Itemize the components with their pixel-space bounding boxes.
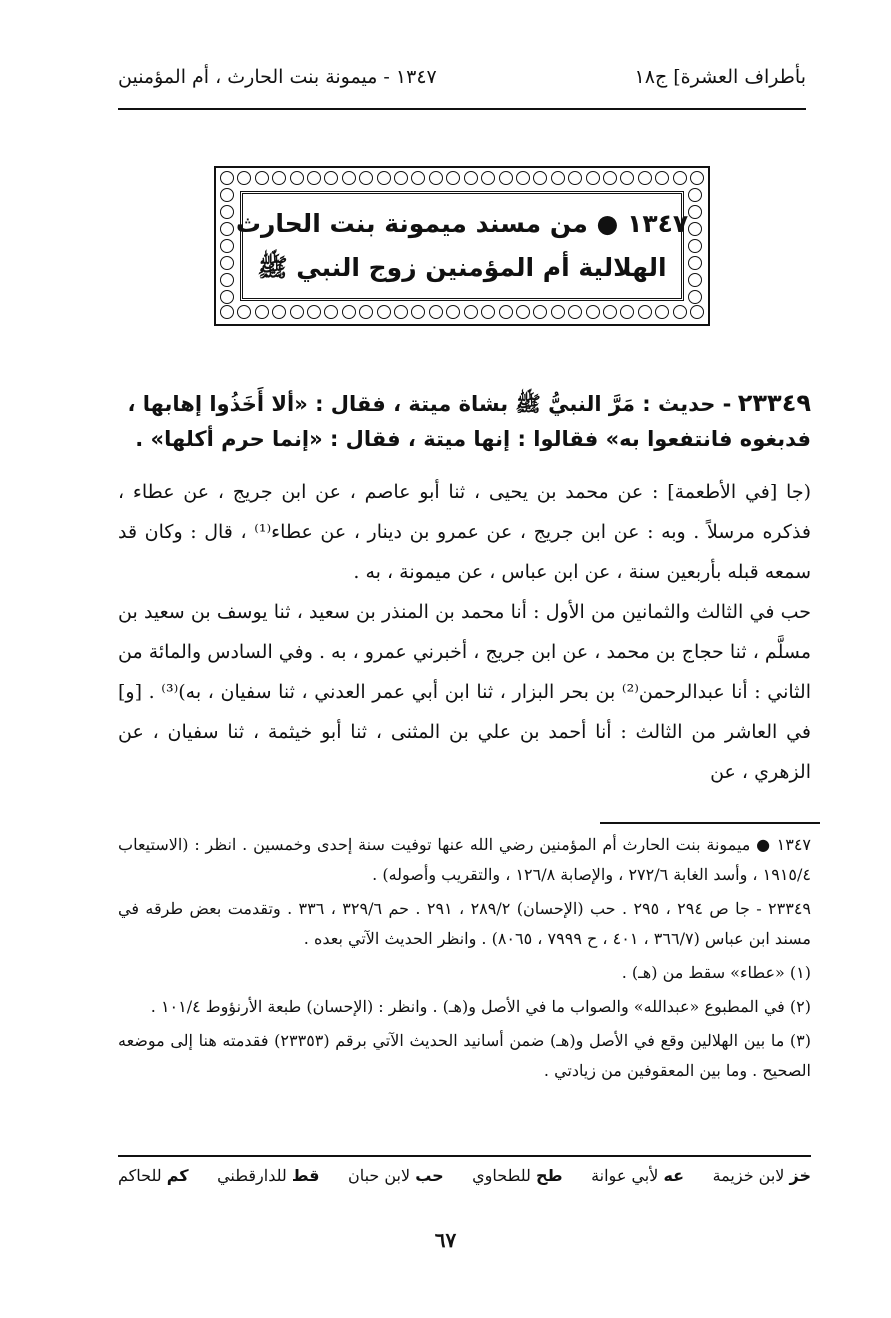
ornament-ring <box>394 305 408 319</box>
ornament-ring <box>429 305 443 319</box>
musnad-title-line-1: ١٣٤٧ ● من مسند ميمونة بنت الحارث <box>235 209 689 238</box>
hadith-entry: ٢٣٣٤٩ - حديث : مَرَّ النبيُّ ﷺ بشاة ميتة ، فقال : «ألا أَخَذُوا إهابها ، فدبغوه فانتفعوا به» فقالوا : إنها ميتة ، فقال : «إنما حرم أكلها» . <box>127 389 811 451</box>
isnad-body <box>118 472 811 792</box>
ornament-ring <box>307 171 321 185</box>
ornament-ring <box>586 171 600 185</box>
footnote: (١) «عطاء» سقط من (هـ) . <box>621 963 811 982</box>
ornament-border-bottom <box>220 305 704 321</box>
ornament-ring <box>568 171 582 185</box>
ornament-ring <box>342 171 356 185</box>
ornament-ring <box>603 305 617 319</box>
isnad-paragraph: (جا [في الأطعمة] : عن محمد بن يحيى ، ثنا أبو عاصم ، عن ابن جريج ، عن عطاء ، فذكره مرسلاً . وبه : عن ابن جريج ، عن عمرو بن دينار ، عن عطاء⁽¹⁾ ، قال : وكان قد سمعه قبله بأربعين سنة ، عن ابن عباس ، عن ميمونة ، به . <box>118 481 812 583</box>
ornament-border-left <box>220 188 236 304</box>
ornament-ring <box>255 171 269 185</box>
musnad-title-frame <box>214 166 710 326</box>
ornament-ring <box>673 305 687 319</box>
ornament-ring <box>359 171 373 185</box>
ornament-ring <box>377 305 391 319</box>
abbreviation-item: طح للطحاوي <box>472 1166 563 1185</box>
ornament-ring <box>324 171 338 185</box>
running-header <box>118 62 806 92</box>
ornament-ring <box>688 256 702 270</box>
ornament-ring <box>620 171 634 185</box>
ornament-ring <box>255 305 269 319</box>
ornament-ring <box>638 171 652 185</box>
ornament-ring <box>568 305 582 319</box>
ornament-ring <box>481 171 495 185</box>
ornament-ring <box>220 171 234 185</box>
isnad-paragraph: حب في الثالث والثمانين من الأول : أنا محمد بن المنذر بن سعيد ، ثنا يوسف بن سعيد بن مسلَّم ، ثنا حجاج بن محمد ، عن ابن جريج ، أخبرني عمرو ، به . وفي السادس والمائة من الثاني : أنا عبدالرحمن⁽²⁾ بن بحر البزار ، ثنا ابن أبي عمر العدني ، ثنا سفيان ، به)⁽³⁾ . [و] في العاشر من الثالث : أنا أحمد بن علي بن المثنى ، ثنا أبو خيثمة ، ثنا سفيان ، عن الزهري ، عن <box>118 601 811 783</box>
ornament-ring <box>688 222 702 236</box>
ornament-ring <box>220 290 234 304</box>
ornament-ring <box>359 305 373 319</box>
header-left-text: ١٣٤٧ - ميمونة بنت الحارث ، أم المؤمنين <box>118 66 437 88</box>
ornament-ring <box>655 171 669 185</box>
header-right-text: بأطراف العشرة] ج١٨ <box>634 66 806 88</box>
abbreviations-rule <box>118 1155 811 1157</box>
ornament-ring <box>290 305 304 319</box>
ornament-ring <box>220 239 234 253</box>
ornament-ring <box>237 305 251 319</box>
ornament-ring <box>220 256 234 270</box>
musnad-title-box <box>235 191 689 301</box>
ornament-ring <box>220 222 234 236</box>
ornament-ring <box>516 305 530 319</box>
ornament-ring <box>272 171 286 185</box>
ornament-ring <box>481 305 495 319</box>
page-number: ٦٧ <box>434 1228 457 1252</box>
ornament-ring <box>688 290 702 304</box>
ornament-ring <box>411 171 425 185</box>
footnote: (٢) في المطبوع «عبدالله» والصواب ما في الأصل و(هـ) . وانظر : (الإحسان) طبعة الأرنؤوط ١٠١/٤ . <box>150 997 811 1016</box>
ornament-ring <box>220 305 234 319</box>
ornament-ring <box>272 305 286 319</box>
ornament-ring <box>446 305 460 319</box>
abbreviations-key <box>118 1166 811 1185</box>
ornament-ring <box>655 305 669 319</box>
ornament-ring <box>377 171 391 185</box>
ornament-border-right <box>688 188 704 304</box>
ornament-ring <box>533 305 547 319</box>
ornament-ring <box>411 305 425 319</box>
ornament-ring <box>499 305 513 319</box>
ornament-ring <box>688 188 702 202</box>
ornament-ring <box>499 171 513 185</box>
ornament-ring <box>429 171 443 185</box>
footnote-rule <box>600 822 820 824</box>
hadith-text: حديث : مَرَّ النبيُّ ﷺ بشاة ميتة ، فقال : «ألا أَخَذُوا إهابها ، فدبغوه فانتفعوا به» فقالوا : إنها ميتة ، فقال : «إنما حرم أكلها» . <box>127 392 811 451</box>
header-rule <box>118 108 806 110</box>
abbreviation-item: عه لأبي عوانة <box>591 1166 685 1185</box>
ornament-ring <box>690 171 704 185</box>
ornament-border-top <box>220 171 704 187</box>
footnotes <box>118 830 811 1090</box>
ornament-ring <box>551 171 565 185</box>
ornament-ring <box>688 273 702 287</box>
footnote: ١٣٤٧ ● ميمونة بنت الحارث أم المؤمنين رضي الله عنها توفيت سنة إحدى وخمسين . انظر : (الاستيعاب ١٩١٥/٤ ، وأسد الغابة ٢٧٢/٦ ، والإصابة ١٢٦/٨ ، والتقريب وأصوله) . <box>118 835 812 884</box>
ornament-ring <box>220 205 234 219</box>
musnad-title-line-2: الهلالية أم المؤمنين زوج النبي ﷺ <box>257 253 667 282</box>
ornament-ring <box>464 305 478 319</box>
ornament-ring <box>237 171 251 185</box>
ornament-ring <box>324 305 338 319</box>
ornament-ring <box>464 171 478 185</box>
ornament-ring <box>673 171 687 185</box>
ornament-ring <box>394 171 408 185</box>
abbreviation-item: خز لابن خزيمة <box>712 1166 811 1185</box>
ornament-ring <box>342 305 356 319</box>
ornament-ring <box>307 305 321 319</box>
abbreviation-item: قط للدارقطني <box>217 1166 320 1185</box>
ornament-ring <box>516 171 530 185</box>
abbreviation-item: كم للحاكم <box>118 1166 189 1185</box>
ornament-ring <box>620 305 634 319</box>
ornament-ring <box>690 305 704 319</box>
footnote: ٢٣٣٤٩ - جا ص ٢٩٤ ، ٢٩٥ . حب (الإحسان) ٢٨٩/٢ ، ٢٩١ . حم ٣٢٩/٦ ، ٣٣٦ . وتقدمت بعض طرقه في مسند ابن عباس (٣٦٦/٧ ، ٤٠١ ، ح ٧٩٩٩ ، ٨٠٦٥) . وانظر الحديث الآتي بعده . <box>118 899 811 948</box>
ornament-ring <box>586 305 600 319</box>
ornament-ring <box>603 171 617 185</box>
footnote: (٣) ما بين الهلالين وقع في الأصل و(هـ) ضمن أسانيد الحديث الآتي برقم (٢٣٣٥٣) فقدمته هنا إلى موضعه الصحيح . وما بين المعقوفين من زيادتي . <box>118 1031 812 1080</box>
ornament-ring <box>688 239 702 253</box>
ornament-ring <box>638 305 652 319</box>
ornament-ring <box>220 273 234 287</box>
ornament-ring <box>688 205 702 219</box>
abbreviation-item: حب لابن حبان <box>347 1166 444 1185</box>
ornament-ring <box>551 305 565 319</box>
hadith-number: ٢٣٣٤٩ <box>737 389 811 417</box>
ornament-ring <box>290 171 304 185</box>
ornament-ring <box>533 171 547 185</box>
ornament-ring <box>220 188 234 202</box>
ornament-ring <box>446 171 460 185</box>
